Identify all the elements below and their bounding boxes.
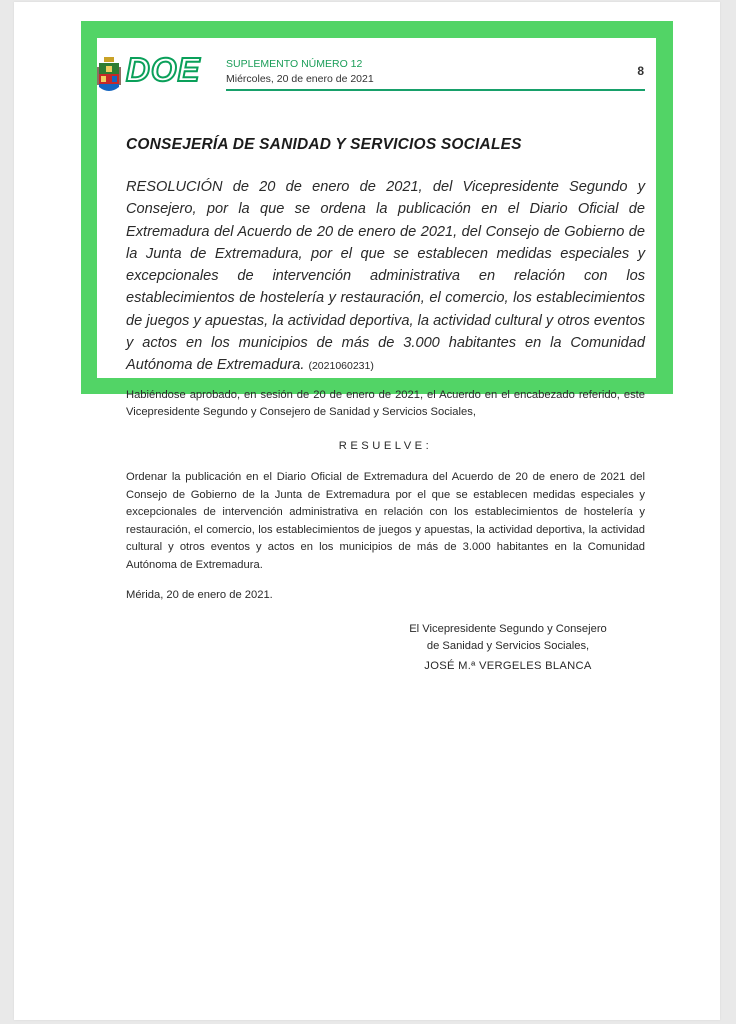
place-date: Mérida, 20 de enero de 2021. (126, 589, 273, 601)
section-title: CONSEJERÍA DE SANIDAD Y SERVICIOS SOCIALES (126, 136, 522, 153)
signature-line-1: El Vicepresidente Segundo y Consejero (409, 623, 607, 635)
intro-paragraph: Habiéndose aprobado, en sesión de 20 de enero de 2021, el Acuerdo en el encabezado referido, este Vicepresidente Segundo y Consejero de Sanidad y Servicios Sociales, (126, 389, 645, 419)
signature-line-2: de Sanidad y Servicios Sociales, (426, 640, 590, 652)
header-date: Miércoles, 20 de enero de 2021 (226, 73, 374, 85)
resolution-code: (2021060231) (308, 360, 374, 373)
resolution-text: RESOLUCIÓN de 20 de enero de 2021, del Vicepresidente Segundo y Consejero, por la que se ordena la publicación en el Diario Oficial de Extremadura del Acuerdo de 20 de enero de 2021, del Consejo de Gobierno de la Junta de Extremadura, por el que se establecen medidas especiales y excepcionales de intervención administrativa en relación con los establecimientos de hostelería y restauración, el comercio, los establecimientos de juegos y apuestas, la actividad deportiva, la actividad cultural y otros eventos y actos en los municipios de más de 3.000 habitantes en la Comunidad Autónoma de Extremadura. (126, 179, 645, 374)
resolution-summary (126, 176, 645, 378)
signatory-name: JOSÉ M.ª VERGELES BLANCA (424, 660, 592, 672)
page-number: 8 (637, 64, 644, 78)
header-rule (226, 89, 645, 91)
doe-logo: DOE (126, 51, 201, 88)
resuelve-heading: RESUELVE: (338, 440, 433, 452)
resolution-paragraph: Ordenar la publicación en el Diario Oficial de Extremadura del Acuerdo de 20 de enero de 2021 del Consejo de Gobierno de la Junta de Extremadura por el que se establecen medidas especiales y excepcionales de intervención administrativa en relación con los establecimientos de hostelería y restauración, el comercio, los establecimientos de juegos y apuestas, la actividad deportiva, la actividad cultural y otros eventos y actos en los municipios de más de 3.000 habitantes en la Comunidad Autónoma de Extremadura. (126, 471, 645, 571)
coat-of-arms-icon (97, 57, 121, 95)
supplement-number: SUPLEMENTO NÚMERO 12 (226, 58, 363, 70)
